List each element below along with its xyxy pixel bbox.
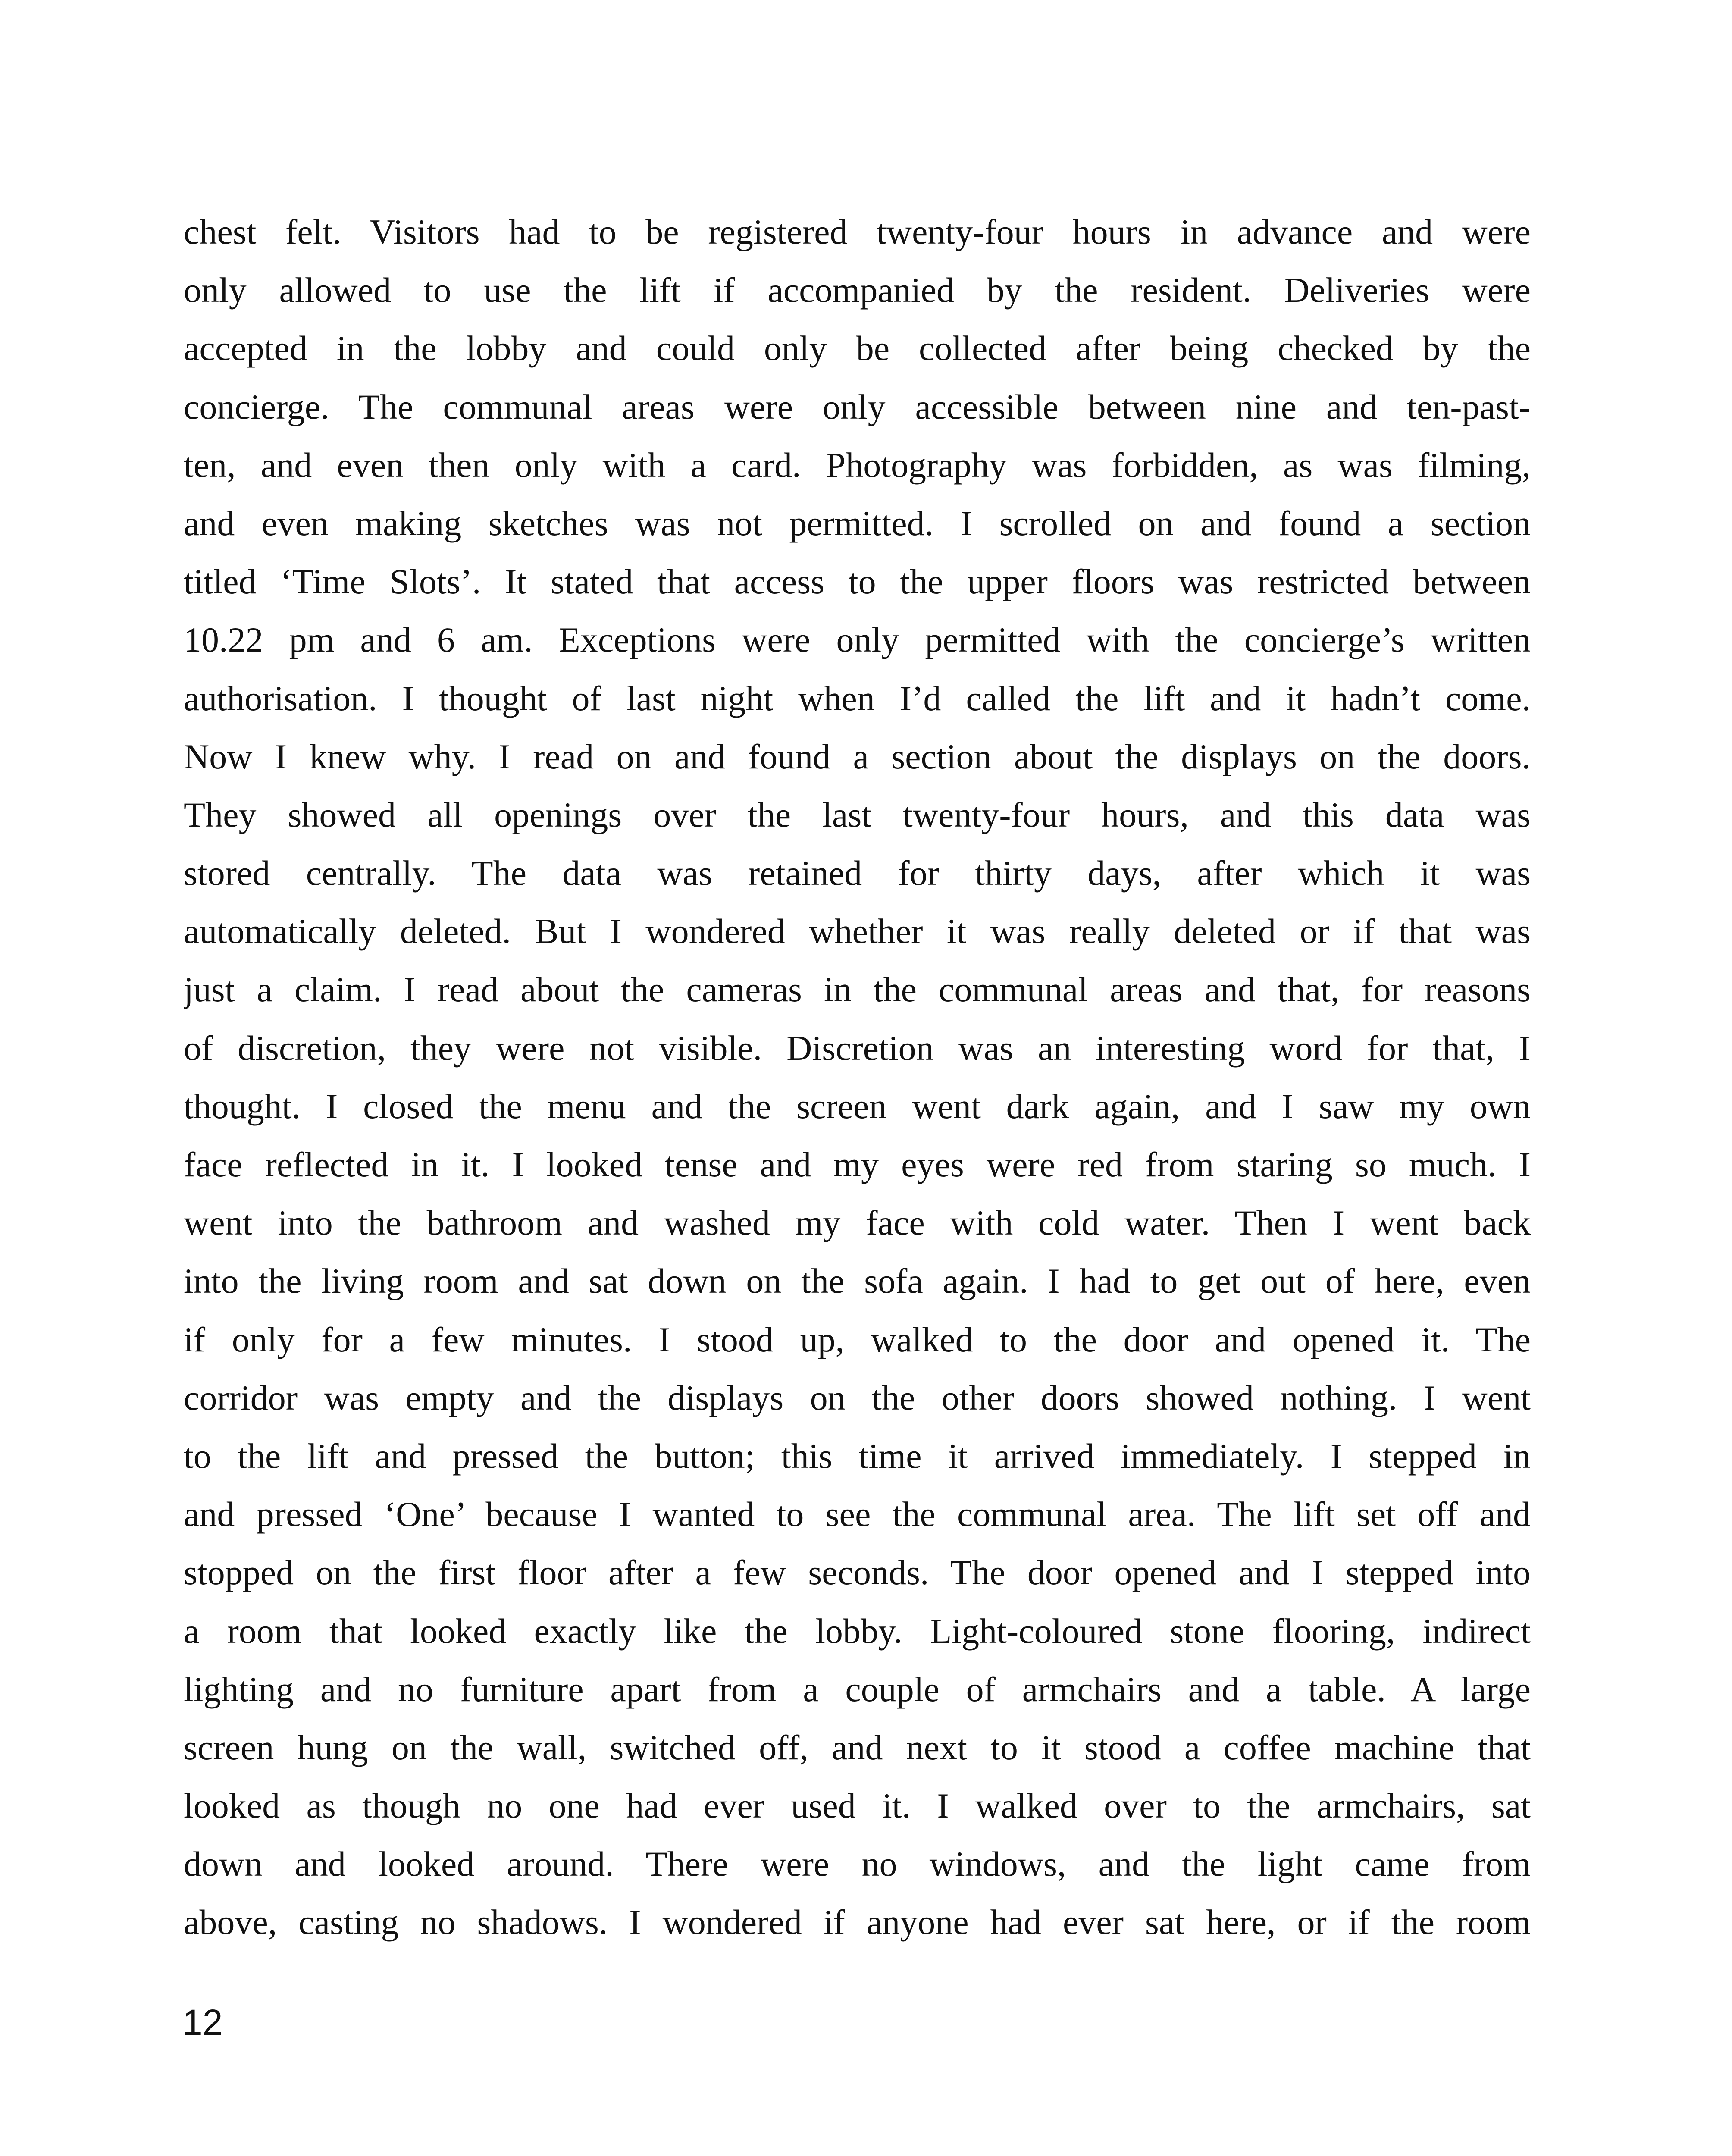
text-line: accepted in the lobby and could only be collected after being checked by the xyxy=(184,329,1531,368)
text-line: looked as though no one had ever used it. I walked over to the armchairs, sat xyxy=(184,1786,1531,1826)
text-line: concierge. The communal areas were only accessible between nine and ten-past- xyxy=(184,387,1531,426)
text-line: down and looked around. There were no windows, and the light came from xyxy=(184,1844,1531,1884)
text-line: and pressed ‘One’ because I wanted to see the communal area. The lift set off and xyxy=(184,1495,1531,1534)
text-line: to the lift and pressed the button; this time it arrived immediately. I stepped in xyxy=(184,1436,1531,1476)
text-line: corridor was empty and the displays on the other doors showed nothing. I went xyxy=(184,1378,1531,1417)
text-line: thought. I closed the menu and the screen went dark again, and I saw my own xyxy=(184,1086,1531,1126)
text-line: if only for a few minutes. I stood up, walked to the door and opened it. The xyxy=(184,1319,1531,1359)
text-line: into the living room and sat down on the sofa again. I had to get out of here, even xyxy=(184,1261,1531,1301)
text-line: ten, and even then only with a card. Photography was forbidden, as was filming, xyxy=(184,445,1531,485)
text-line: of discretion, they were not visible. Discretion was an interesting word for that, I xyxy=(184,1028,1531,1068)
text-line: Now I knew why. I read on and found a section about the displays on the doors. xyxy=(184,736,1531,776)
body-text xyxy=(184,203,1531,1952)
text-line: only allowed to use the lift if accompanied by the resident. Deliveries were xyxy=(184,270,1531,310)
text-line: titled ‘Time Slots’. It stated that access to the upper floors was restricted between xyxy=(184,562,1531,602)
text-line: just a claim. I read about the cameras in the communal areas and that, for reasons xyxy=(184,970,1531,1009)
page-number: 12 xyxy=(182,2002,223,2043)
text-line: a room that looked exactly like the lobby. Light-coloured stone flooring, indirect xyxy=(184,1611,1531,1651)
text-line: They showed all openings over the last twenty-four hours, and this data was xyxy=(184,795,1531,834)
text-line: stopped on the first floor after a few seconds. The door opened and I stepped into xyxy=(184,1553,1531,1592)
text-line: authorisation. I thought of last night when I’d called the lift and it hadn’t come. xyxy=(184,678,1531,718)
text-line: face reflected in it. I looked tense and my eyes were red from staring so much. I xyxy=(184,1145,1531,1184)
text-line: 10.22 pm and 6 am. Exceptions were only permitted with the concierge’s written xyxy=(184,620,1531,660)
text-line: stored centrally. The data was retained for thirty days, after which it was xyxy=(184,853,1531,893)
text-line: and even making sketches was not permitted. I scrolled on and found a section xyxy=(184,503,1531,543)
text-line: chest felt. Visitors had to be registered twenty-four hours in advance and were xyxy=(184,212,1531,251)
text-line: automatically deleted. But I wondered whether it was really deleted or if that was xyxy=(184,912,1531,951)
text-line: screen hung on the wall, switched off, and next to it stood a coffee machine that xyxy=(184,1727,1531,1767)
text-line: went into the bathroom and washed my face with cold water. Then I went back xyxy=(184,1203,1531,1243)
text-line: above, casting no shadows. I wondered if anyone had ever sat here, or if the room xyxy=(184,1902,1531,1942)
text-line: lighting and no furniture apart from a couple of armchairs and a table. A large xyxy=(184,1669,1531,1709)
